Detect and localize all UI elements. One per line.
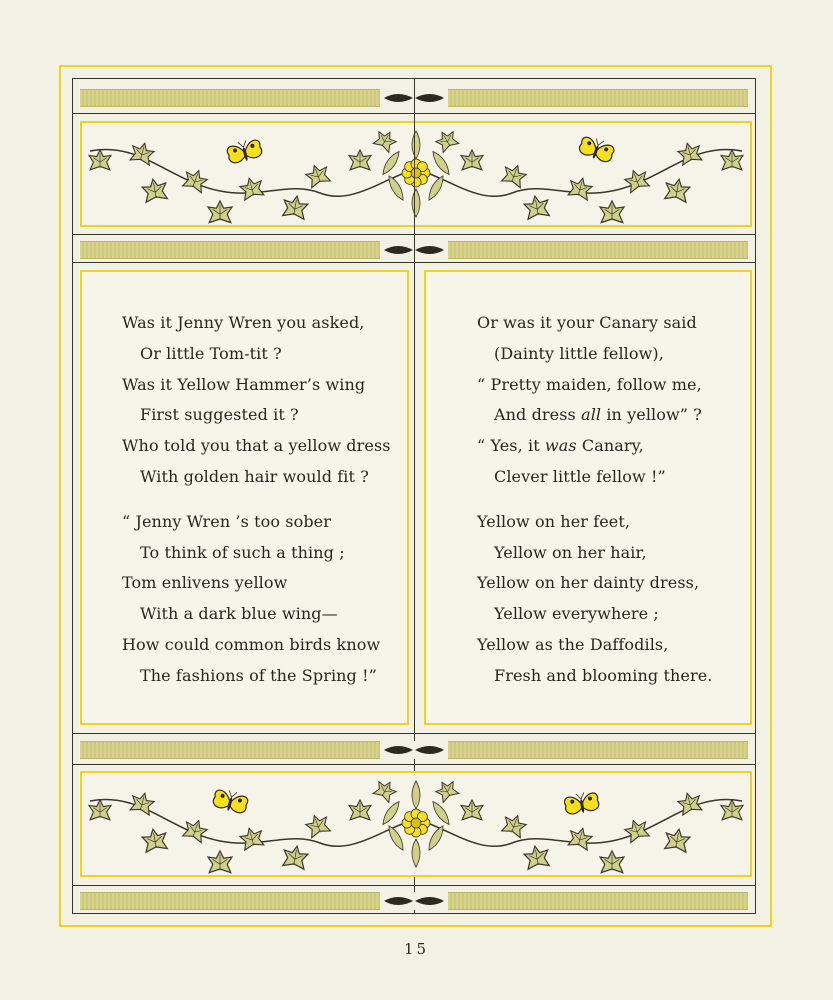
poem-line: Or little Tom-tit ? bbox=[140, 344, 282, 363]
poem-line bbox=[494, 405, 702, 424]
poem-line: Clever little fellow !” bbox=[494, 467, 666, 486]
ivy-leaf-icon bbox=[433, 127, 459, 153]
ivy-leaf-icon bbox=[433, 777, 459, 803]
ivy-leaf-icon bbox=[567, 176, 593, 201]
text-run: Canary, bbox=[576, 436, 644, 455]
ivy-leaf-icon bbox=[721, 150, 743, 170]
ivy-leaf-icon bbox=[372, 127, 398, 153]
text-run: And dress bbox=[494, 405, 582, 424]
leaf-spray-icon bbox=[380, 799, 403, 827]
poem-line: To think of such a thing ; bbox=[140, 543, 345, 562]
ivy-leaf-icon bbox=[349, 800, 371, 820]
poem-line: “ Jenny Wren ’s too sober bbox=[122, 512, 331, 531]
ivy-leaf-icon bbox=[208, 201, 232, 223]
ivy-leaf-icon bbox=[304, 162, 331, 188]
italic-word: was bbox=[544, 436, 577, 455]
ivy-leaf-icon bbox=[141, 177, 168, 202]
ivy-leaf-icon bbox=[208, 851, 232, 873]
poem-line: “ Pretty maiden, follow me, bbox=[477, 375, 702, 394]
text-run: “ Yes, it bbox=[477, 436, 545, 455]
poem-line: Yellow on her dainty dress, bbox=[477, 573, 700, 592]
leaf-spray-icon bbox=[380, 149, 403, 177]
butterfly-icon bbox=[226, 137, 264, 165]
poem-line: Yellow on her feet, bbox=[477, 512, 631, 531]
ivy-leaf-icon bbox=[239, 826, 265, 851]
leaf-spray-icon bbox=[386, 174, 407, 202]
leaf-spray-icon bbox=[412, 781, 420, 809]
poem-line: Who told you that a yellow dress bbox=[122, 436, 391, 455]
page-number: 15 bbox=[403, 940, 430, 958]
ivy-leaf-icon bbox=[282, 844, 309, 869]
ivy-leaf-icon bbox=[282, 194, 309, 219]
top-ivy-frieze bbox=[80, 121, 752, 227]
text-run: in yellow” ? bbox=[601, 405, 702, 424]
poem-line: The fashions of the Spring !” bbox=[140, 666, 377, 685]
poem-line: How could common birds know bbox=[122, 635, 381, 654]
leaf-spray-icon bbox=[386, 824, 407, 852]
poem-line bbox=[477, 436, 644, 455]
poem-line: Yellow on her hair, bbox=[494, 543, 647, 562]
left-poem-panel bbox=[80, 270, 409, 725]
ivy-leaf-icon bbox=[372, 777, 398, 803]
ivy-leaf-icon bbox=[89, 150, 111, 170]
ivy-leaf-icon bbox=[141, 827, 168, 852]
right-poem-panel bbox=[424, 270, 752, 725]
leaf-spray-icon bbox=[426, 174, 447, 202]
ivy-leaf-icon bbox=[600, 851, 624, 873]
poem-line: First suggested it ? bbox=[140, 405, 299, 424]
italic-word: all bbox=[581, 405, 602, 424]
bottom-ivy-frieze bbox=[80, 771, 752, 877]
leaf-spray-icon bbox=[426, 824, 447, 852]
ivy-leaf-icon bbox=[304, 812, 331, 838]
ivy-leaf-icon bbox=[721, 800, 743, 820]
poem-line: Fresh and blooming there. bbox=[494, 666, 713, 685]
ivy-leaf-icon bbox=[461, 800, 483, 820]
divider-line bbox=[72, 733, 756, 734]
ivy-leaf-icon bbox=[239, 176, 265, 201]
flower-icon bbox=[402, 809, 430, 837]
poem-line: Yellow everywhere ; bbox=[494, 604, 659, 623]
divider-line bbox=[72, 885, 756, 886]
leaf-spray-icon bbox=[412, 839, 420, 867]
ivy-leaf-icon bbox=[664, 177, 691, 202]
ivy-leaf-icon bbox=[501, 812, 528, 838]
butterfly-icon bbox=[563, 790, 600, 816]
butterfly-icon bbox=[577, 134, 615, 164]
leaf-spray-icon bbox=[430, 799, 453, 827]
ivy-leaf-icon bbox=[567, 826, 593, 851]
ivy-leaf-icon bbox=[501, 162, 528, 188]
poem-line: With a dark blue wing— bbox=[140, 604, 338, 623]
ivy-leaf-icon bbox=[600, 201, 624, 223]
ivy-leaf-icon bbox=[523, 844, 550, 869]
leaf-ornament-icon bbox=[380, 741, 448, 759]
leaf-ornament-icon bbox=[380, 892, 448, 910]
ivy-leaf-icon bbox=[523, 194, 550, 219]
poem-line: Yellow as the Daffodils, bbox=[477, 635, 669, 654]
poem-line: Tom enlivens yellow bbox=[122, 573, 288, 592]
poem-line: Was it Jenny Wren you asked, bbox=[122, 313, 365, 332]
ivy-leaf-icon bbox=[89, 800, 111, 820]
leaf-spray-icon bbox=[430, 149, 453, 177]
ivy-leaf-icon bbox=[461, 150, 483, 170]
poem-line: (Dainty little fellow), bbox=[494, 344, 664, 363]
ivy-leaf-icon bbox=[664, 827, 691, 852]
poem-line: Or was it your Canary said bbox=[477, 313, 697, 332]
divider-line bbox=[72, 764, 756, 765]
poem-line: With golden hair would fit ? bbox=[140, 467, 369, 486]
ivy-leaf-icon bbox=[349, 150, 371, 170]
poem-line: Was it Yellow Hammer’s wing bbox=[122, 375, 366, 394]
butterfly-icon bbox=[212, 787, 250, 815]
flower-icon bbox=[402, 159, 430, 187]
